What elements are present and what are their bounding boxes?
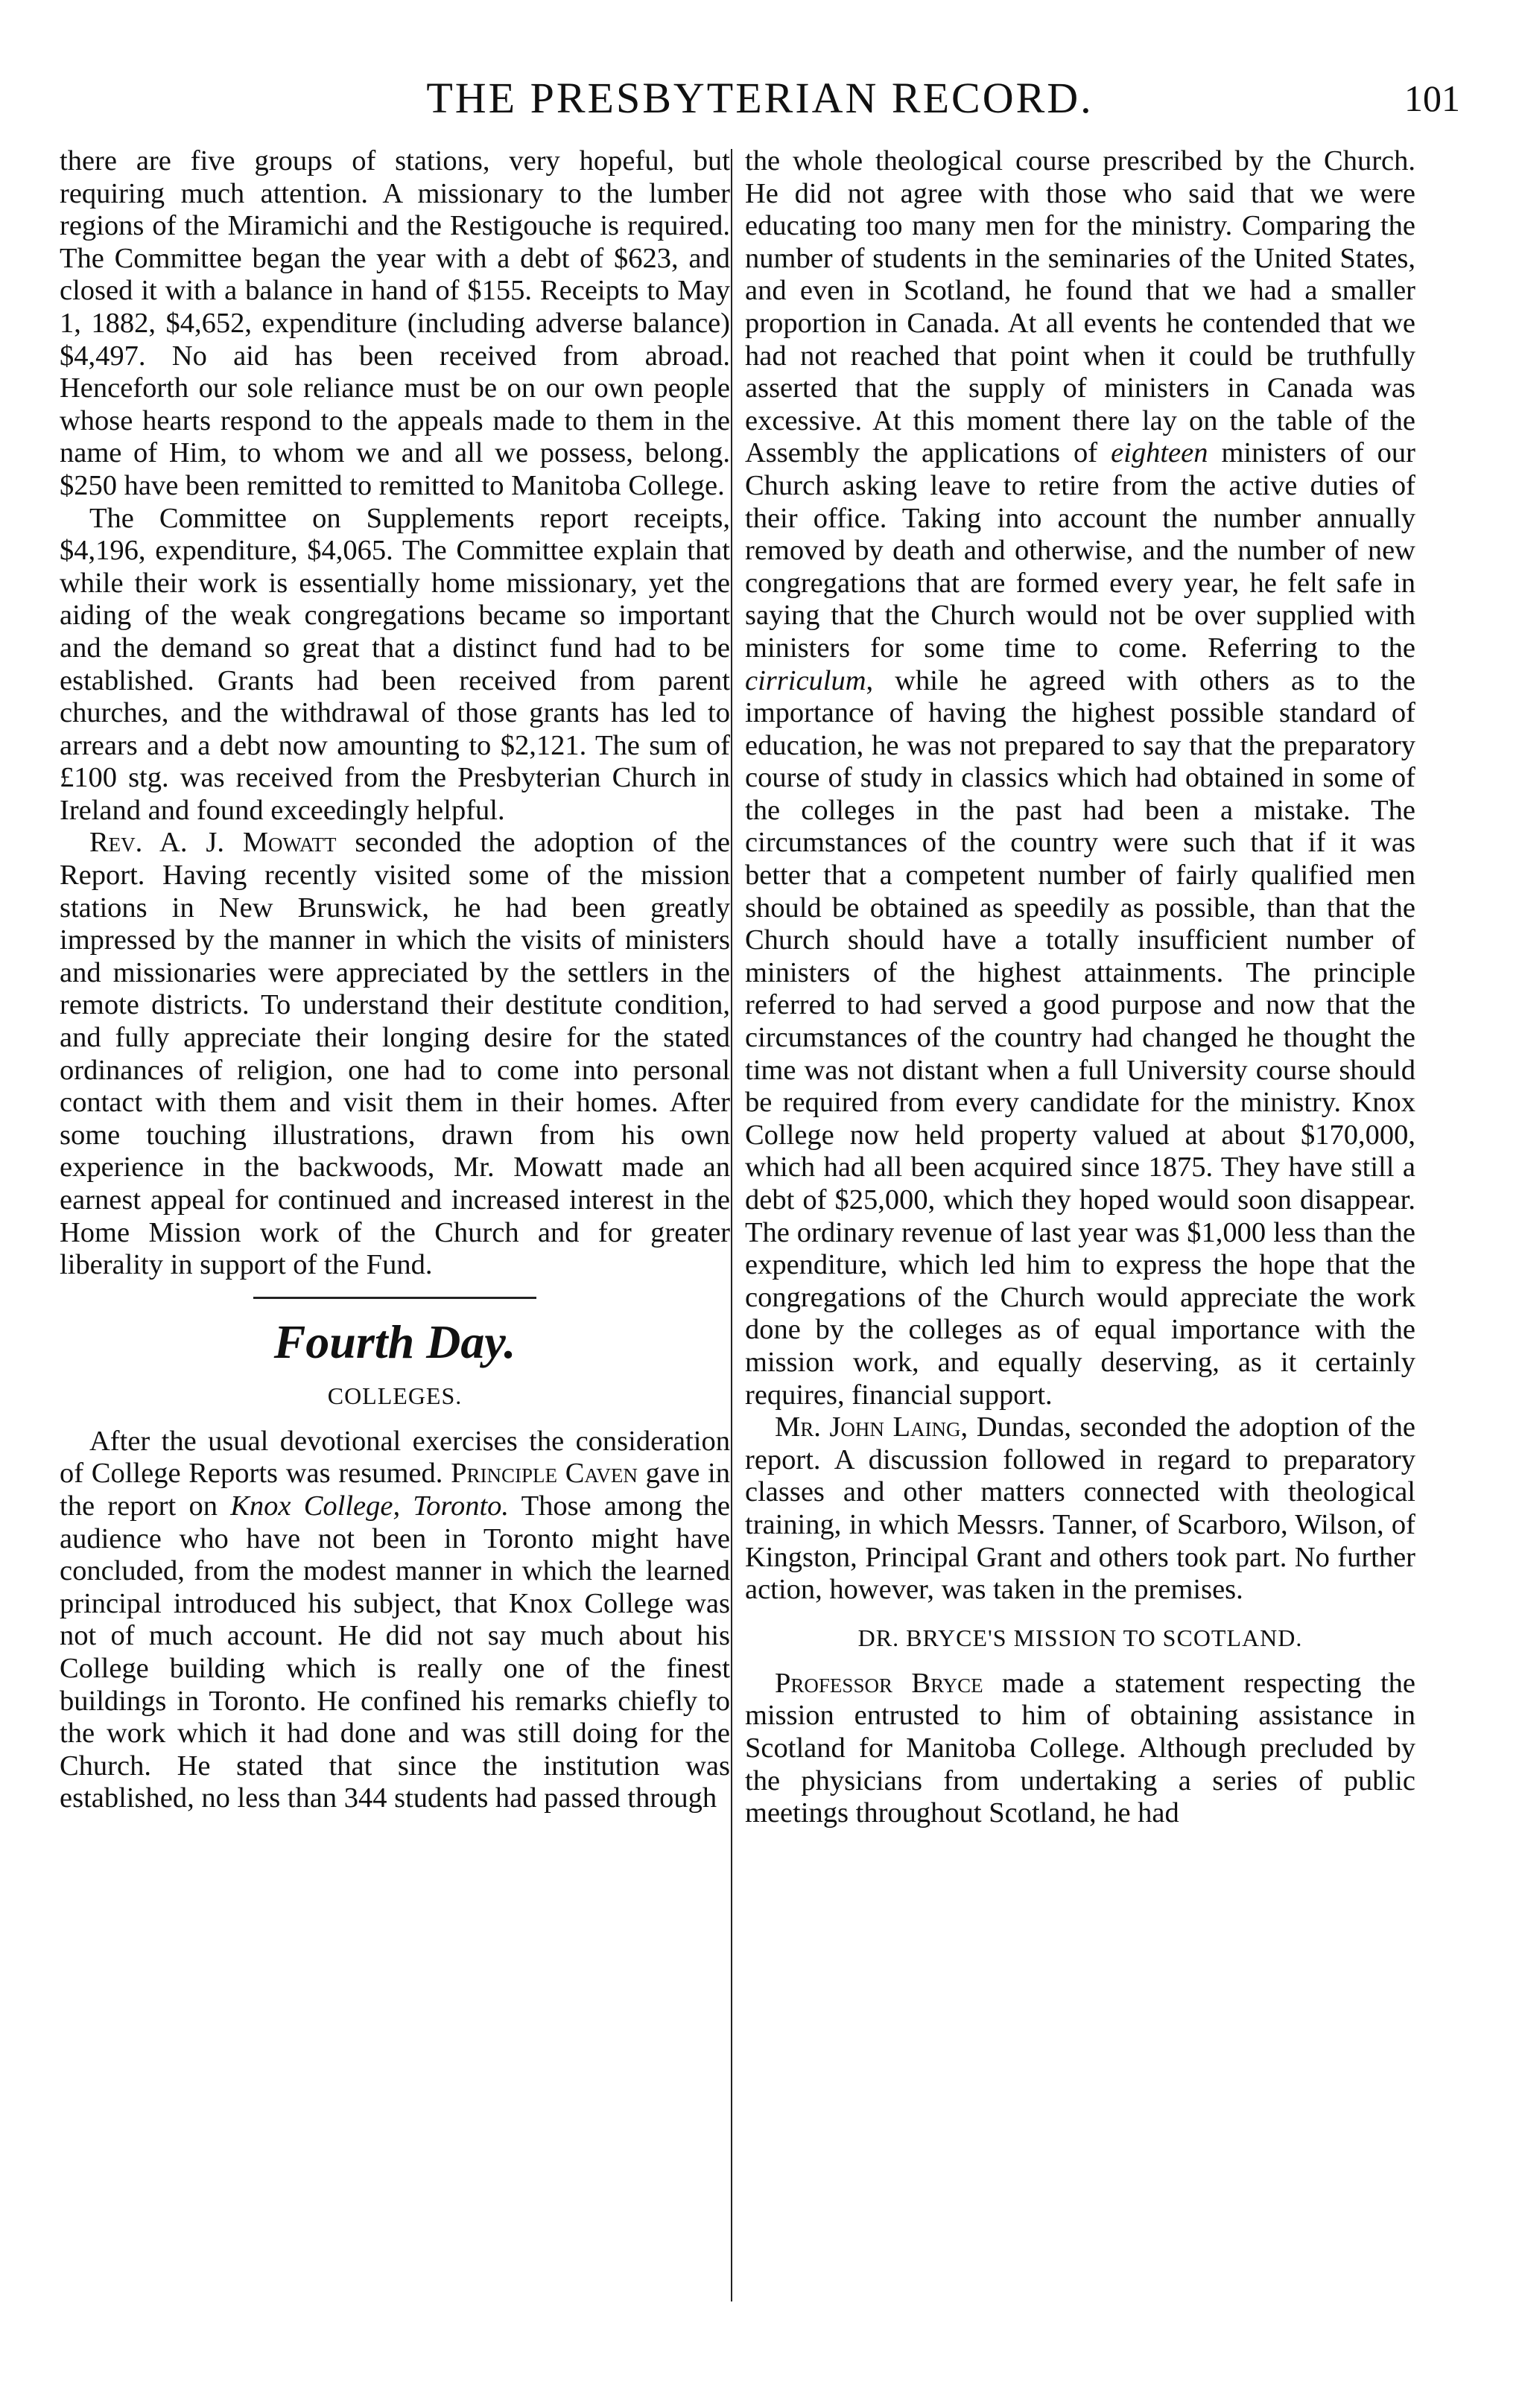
paragraph [745,1668,1415,1830]
paragraph-text: The Committee on Supplements report receipts, $4,196, expenditure, $4,065. The Committee explain that while their work is essentially home missionary, yet the aiding of the weak congregations became so important and the demand so great that a distinct fund had to be established. Grants had been received from parent churches, and the withdrawal of those grants has led to arrears and a debt now amounting to $2,121. The sum of £100 stg. was received from the Presbyterian Church in Ireland and found exceedingly helpful. [60,502,730,826]
paragraph-text: made a statement respecting the mission entrusted to him of obtaining assistance in Scotland for Manitoba College. Although precluded by the physicians from undertaking a series of public meetings throughout Scotland, he had [745,1667,1415,1829]
paragraph [60,145,730,503]
paragraph-text: After the usual devotional exercises the consideration of College Reports was resumed. [60,1425,730,1490]
section-heading: DR. BRYCE'S MISSION TO SCOTLAND. [857,1624,1303,1651]
paragraph-text: there are five groups of stations, very hopeful, but requiring much attention. A missionary to the lumber regions of the Miramichi and the Restigouche is required. The Committee began the year with a debt of $623, and closed it with a balance in hand of $155. Receipts to May 1, 1882, $4,652, expenditure (including adverse balance) $4,497. No aid has been received from abroad. Henceforth our sole reliance must be on our own people whose hearts respond to the appeals made to them in the name of Him, to whom we and all we possess, belong. $250 have been remitted to remitted to Manitoba College. [60,145,730,501]
page-header [60,69,1460,128]
paragraph-text: ministers of our Church asking leave to retire from the active duties of their office. Taking into account the number annually removed by death and otherwise, and the number of new congregations that are formed every year, he felt safe in saying that the Church would not be over supplied with ministers for some time to come. Referring to the [745,437,1415,664]
paragraph-text: gave in the report on [60,1458,730,1522]
paragraph-text: , Dundas, seconded the adoption of the report. A discussion followed in regard to preparatory classes and other matters connected with theological training, in which Messrs. Tanner, of Scarboro, Wilson, of Kingston, Principal Grant and others took part. No further action, however, was taken in the premises. [745,1411,1415,1606]
emphasis: eighteen [1111,437,1208,469]
paragraph-text: Those among the audience who have not been in Toronto might have concluded, from the modest manner in which the learned principal introduced his subject, that Knox College was not of much account. He did not say much about his College building which is really one of the finest buildings in Toronto. He confined his remarks chiefly to the work which it had done and was still doing for the Church. He stated that since the institution was established, no less than 344 students had passed through [60,1490,730,1814]
paragraph-text: seconded the adoption of the Report. Having recently visited some of the mission stations in New Brunswick, he had been greatly impressed by the manner in which the visits of ministers and missionaries were appreciated by the settlers in the remote districts. To understand their destitute condition, and fully appreciate their longing desire for the stated ordinances of religion, one had to come into personal contact with them and visit them in their homes. After some touching illustrations, drawn from his own experience in the backwoods, Mr. Mowatt made an earnest appeal for continued and increased interest in the Home Mission work of the Church and for greater liberality in support of the Fund. [60,827,730,1281]
emphasis: cirriculum [745,664,866,696]
section-heading: COLLEGES. [327,1382,463,1409]
paragraph [745,145,1415,1411]
speaker-name: Principle Caven [451,1458,638,1490]
college-name: Knox College, Toronto. [230,1490,510,1522]
paragraph [745,1411,1415,1607]
right-column [745,145,1415,1830]
page-number: 101 [1404,77,1460,119]
left-column [60,145,730,1815]
column-divider [731,149,732,2301]
paragraph [60,503,730,827]
section-rule [253,1297,536,1299]
paragraph [60,1426,730,1815]
publication-title: THE PRESBYTERIAN RECORD. [426,74,1094,122]
speaker-name: Rev. A. J. Mowatt [89,827,337,859]
speaker-name: Professor Bryce [775,1667,983,1699]
day-heading: Fourth Day. [273,1315,516,1368]
paragraph-text: , while he agreed with others as to the importance of having the highest possible standard of education, he was not prepared to say that the preparatory course of study in classics which had obtained in some of the colleges in the past had been a mistake. The circumstances of the country were such that if it was better that a competent number of fairly qualified men should be obtained as speedily as possible, than that the Church should have a totally insufficient number of ministers of the highest attainments. The principle referred to had served a good purpose and now that the circumstances of the country had changed he thought the time was not distant when a full University course should be required from every candidate for the ministry. Knox College now held property valued at about $170,000, which had all been acquired since 1875. They have still a debt of $25,000, which they hoped would soon disappear. The ordinary revenue of last year was $1,000 less than the expenditure, which led him to express the hope that the congregations of the Church would appreciate the work done by the colleges as of equal importance with the mission work, and equally deserving, as it certainly requires, financial support. [745,664,1415,1411]
speaker-name: Mr. John Laing [775,1411,961,1443]
paragraph [60,827,730,1281]
paragraph-text: the whole theological course prescribed by the Church. He did not agree with those who said that we were educating too many men for the ministry. Comparing the number of students in the seminaries of the United States, and even in Scotland, he found that we had a smaller proportion in Canada. At all events he contended that we had not reached that point when it could be truthfully asserted that the supply of ministers in Canada was excessive. At this moment there lay on the table of the Assembly the applications of [745,145,1415,469]
